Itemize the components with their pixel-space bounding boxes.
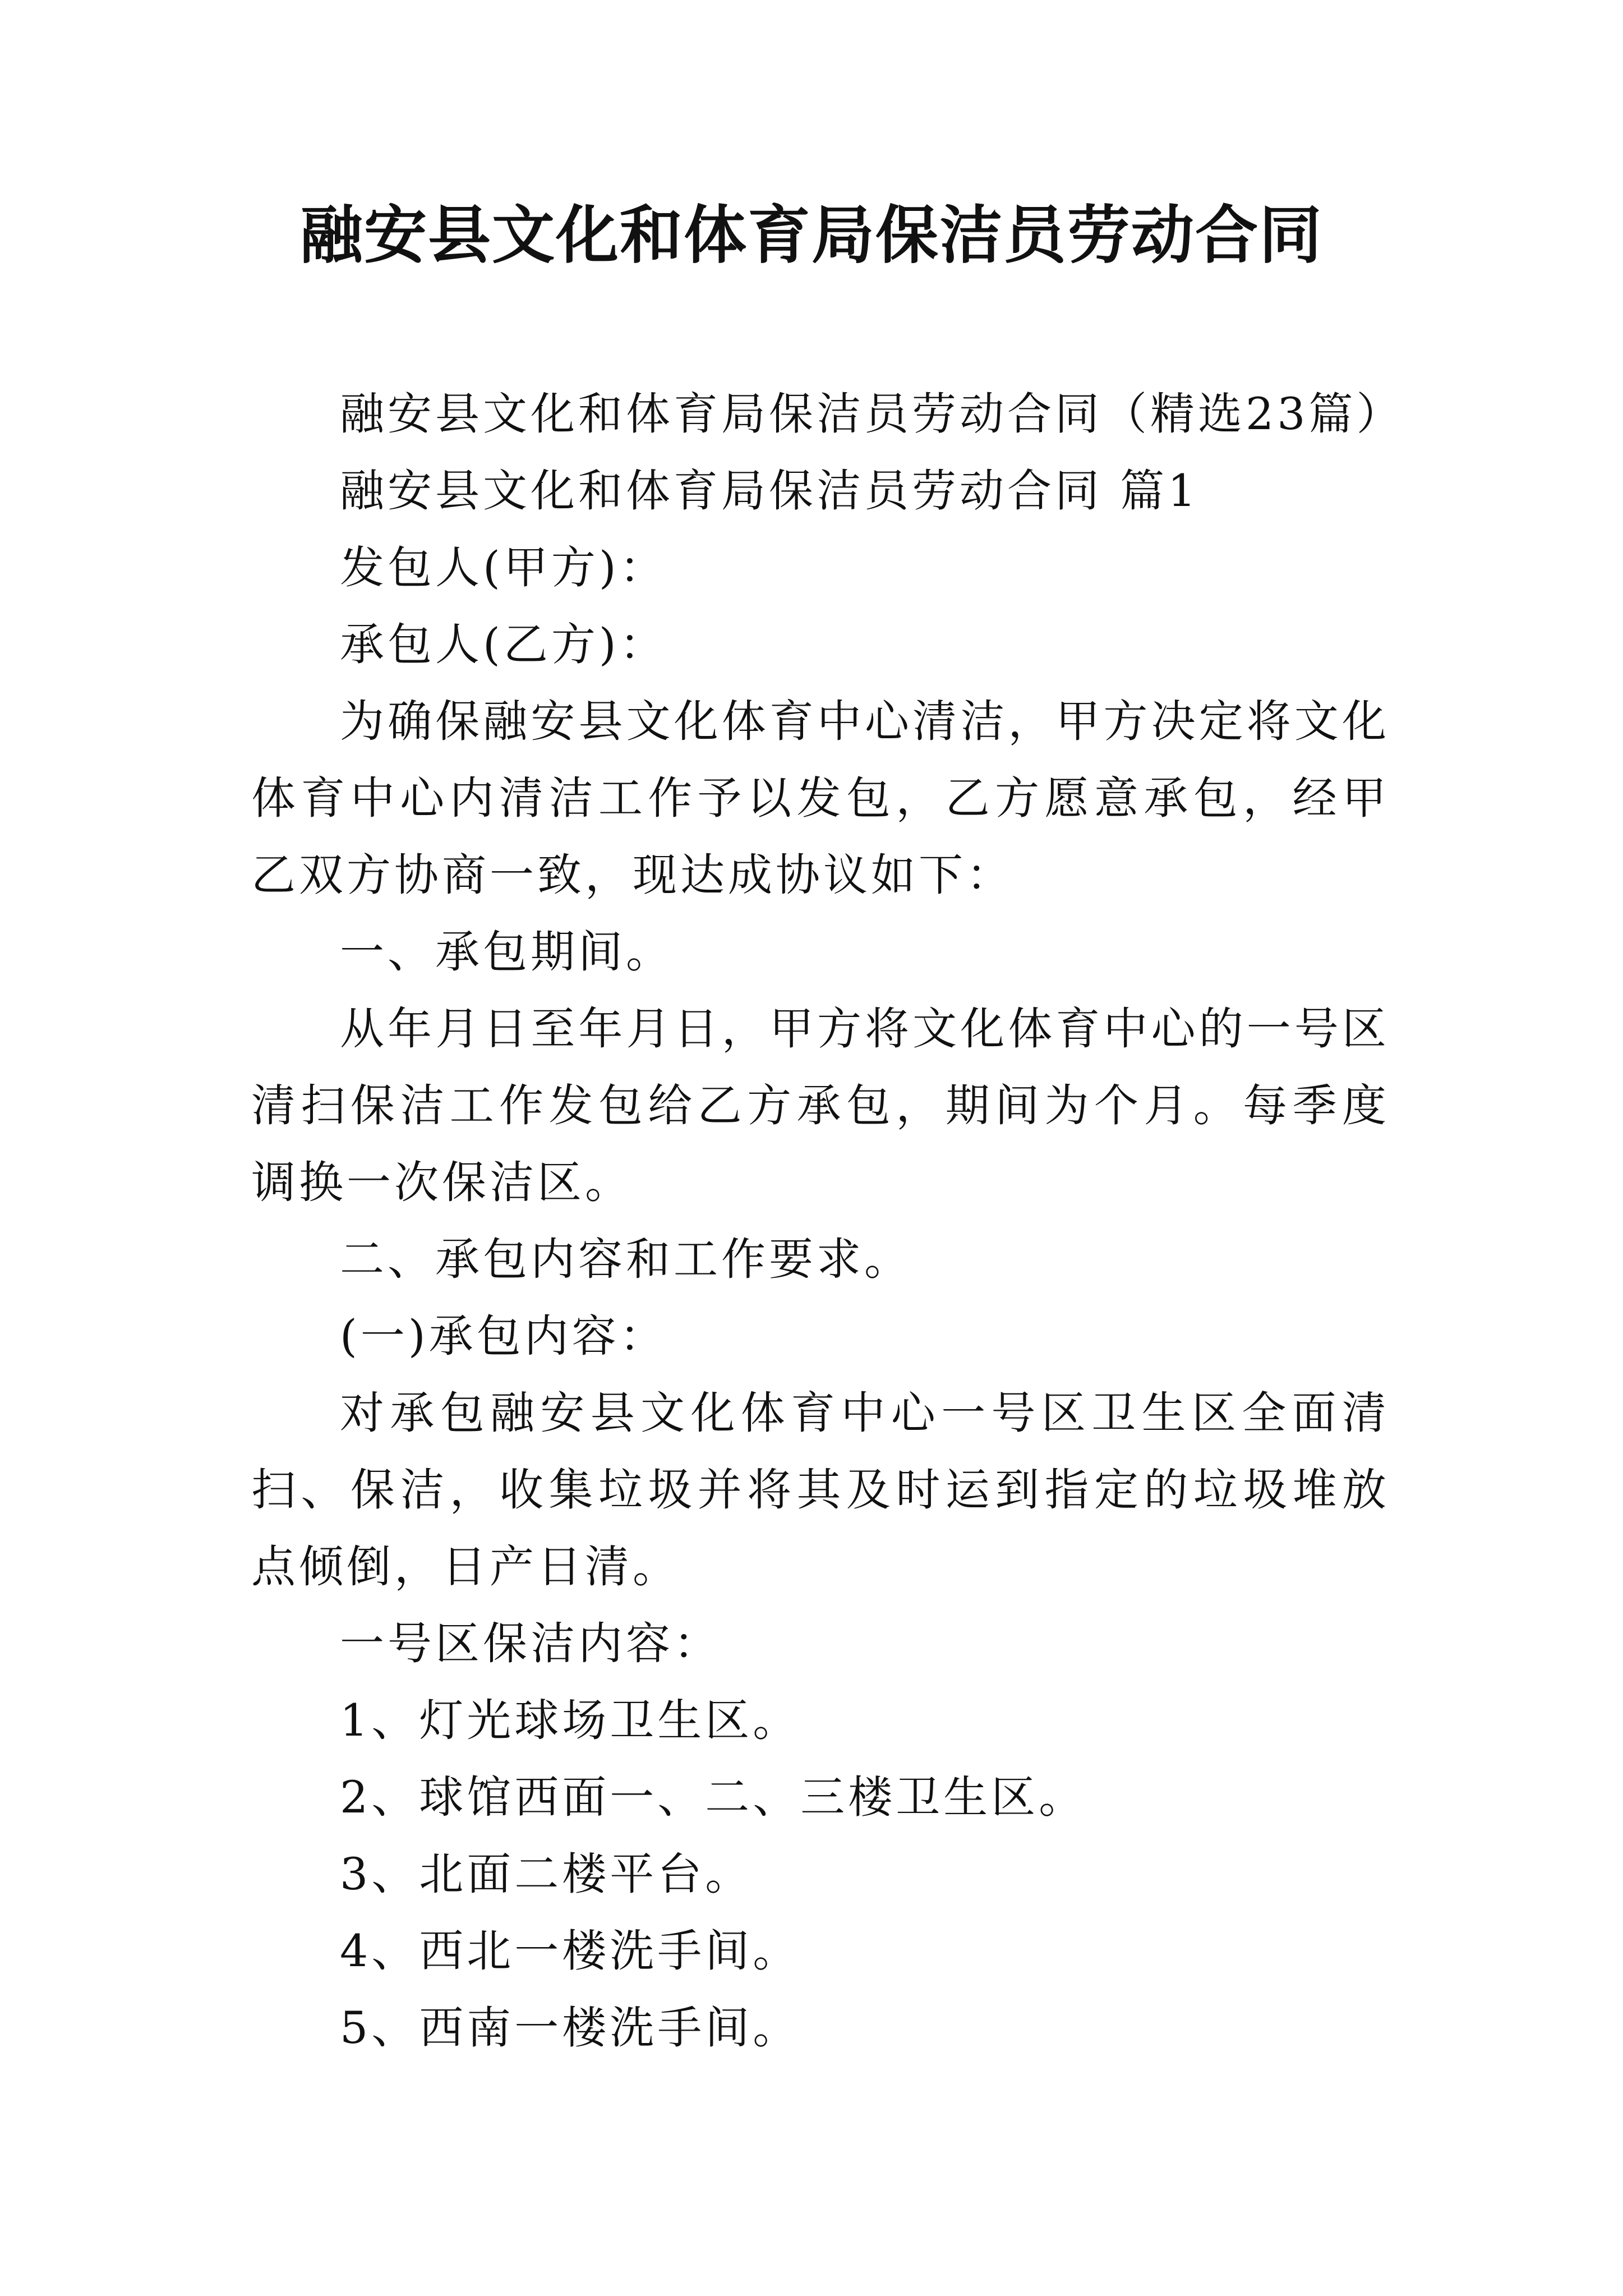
paragraph-clause-2-sub-heading: (一)承包内容：: [340, 1310, 667, 1362]
paragraph-clause-1-body: 从年月日至年月日，甲方将文化体育中心的一号区清扫保洁工作发包给乙方承包，期间为个月。每季度调换一次保洁区。: [251, 1003, 1390, 1208]
paragraph-clause-1-heading: 一、承包期间。: [340, 926, 674, 978]
paragraph-clause-2-body: 对承包融安县文化体育中心一号区卫生区全面清扫、保洁，收集垃圾并将其及时运到指定的垃圾堆放点倾倒，日产日清。: [251, 1387, 1390, 1593]
paragraph-clause-2-heading: 二、承包内容和工作要求。: [340, 1234, 912, 1285]
list-item: 4、西北一楼洗手间。: [340, 1925, 801, 1977]
paragraph-preamble: 为确保融安县文化体育中心清洁，甲方决定将文化体育中心内清洁工作予以发包，乙方愿意承包，经甲乙双方协商一致，现达成协议如下：: [251, 696, 1390, 901]
list-item: 5、西南一楼洗手间。: [340, 2002, 801, 2054]
paragraph-party-a: 发包人(甲方)：: [340, 542, 667, 593]
paragraph-zone-1-heading: 一号区保洁内容：: [340, 1618, 721, 1669]
paragraph-section-heading: 融安县文化和体育局保洁员劳动合同 篇1: [340, 465, 1200, 517]
paragraph-subtitle: 融安县文化和体育局保洁员劳动合同（精选23篇）: [340, 388, 1404, 440]
list-item: 2、球馆西面一、二、三楼卫生区。: [340, 1772, 1087, 1823]
paragraph-party-b: 承包人(乙方)：: [340, 619, 667, 670]
list-item: 1、灯光球场卫生区。: [340, 1695, 801, 1746]
document-body: [251, 376, 1404, 2067]
document-title: 融安县文化和体育局保洁员劳动合同: [300, 199, 1323, 272]
list-item: 3、北面二楼平台。: [340, 1848, 753, 1900]
